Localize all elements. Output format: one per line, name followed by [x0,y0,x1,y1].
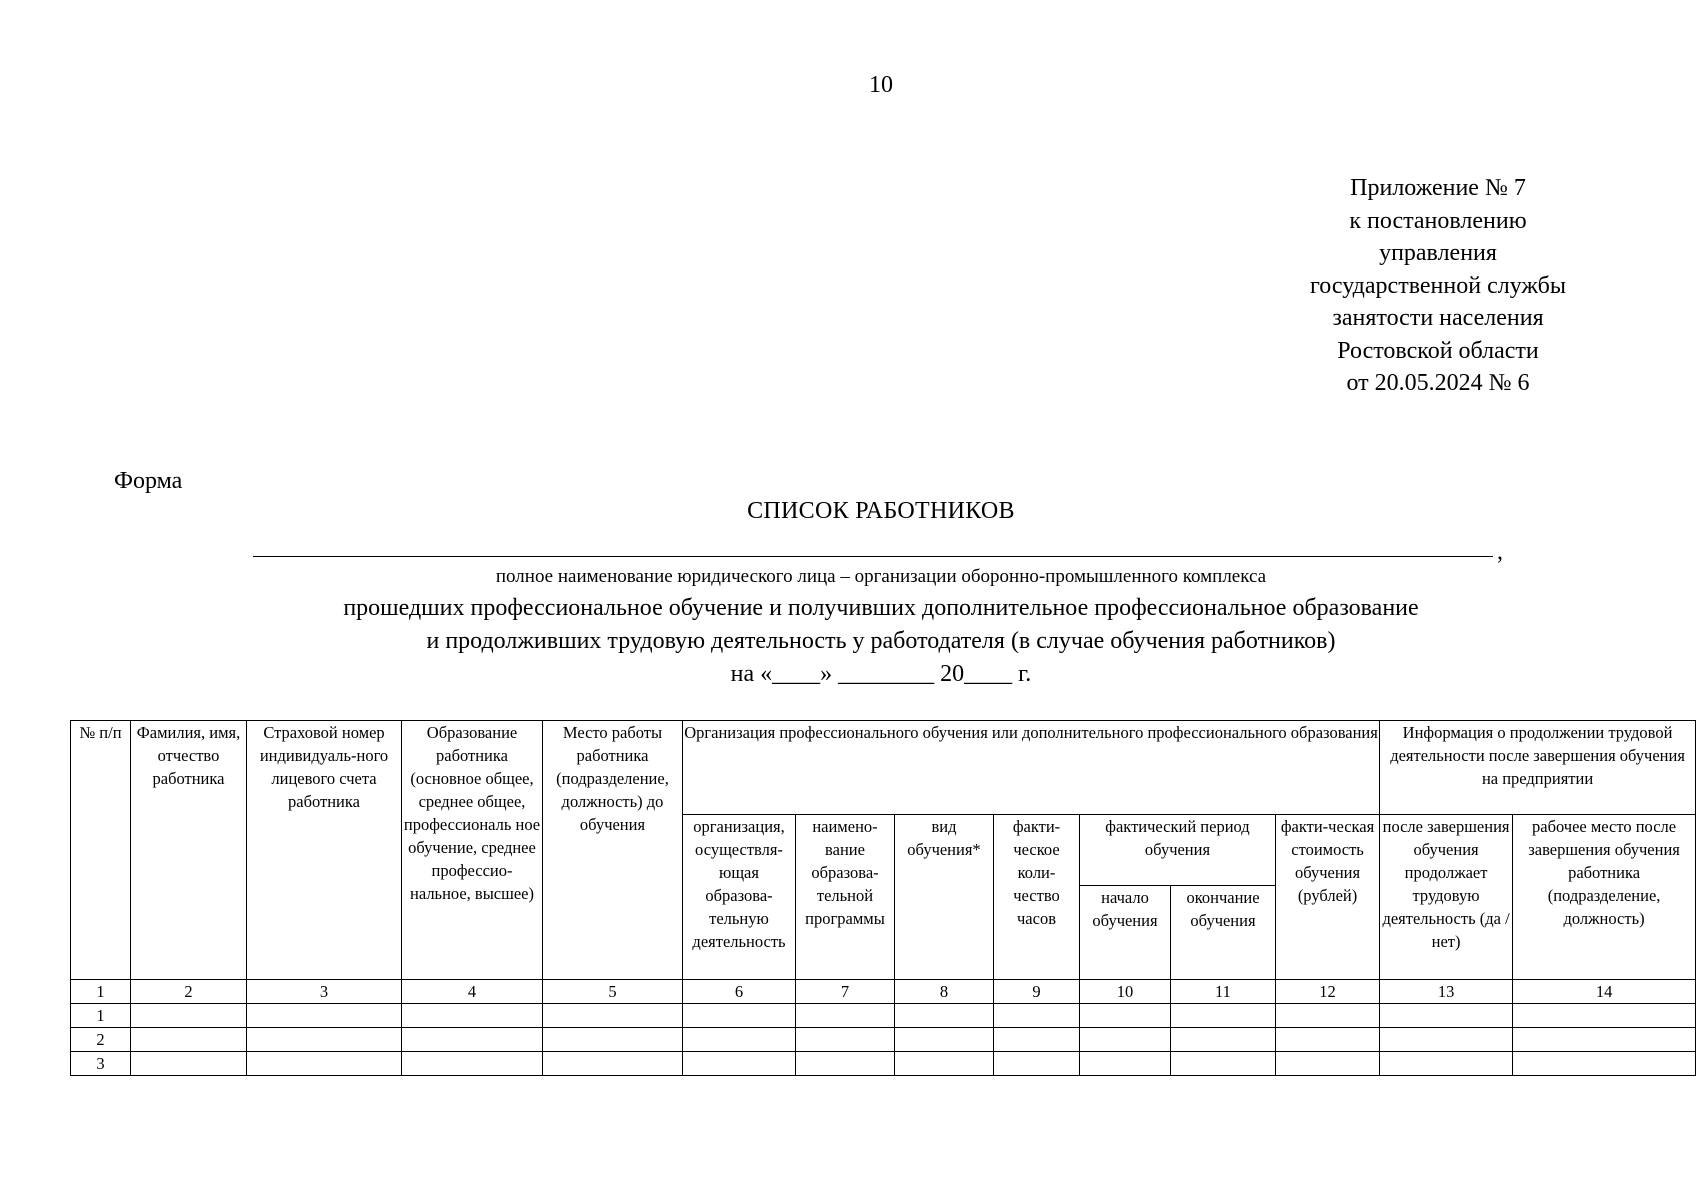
table-cell[interactable] [895,1052,994,1076]
appendix-line: управления [1379,240,1497,266]
column-number: 2 [131,980,247,1004]
subtitle-date-line: на «____» ________ 20____ г. [730,661,1032,687]
table-cell[interactable] [895,1004,994,1028]
table-cell[interactable] [131,1028,247,1052]
column-number: 12 [1276,980,1380,1004]
header-col-11: окончание обучения [1171,886,1276,980]
organization-name-line [253,556,1493,557]
row-number: 2 [71,1028,131,1052]
table-cell[interactable] [1276,1004,1380,1028]
table-cell[interactable] [1380,1028,1513,1052]
header-col-1: № п/п [71,721,131,980]
table-cell[interactable] [796,1052,895,1076]
table-cell[interactable] [131,1004,247,1028]
table-cell[interactable] [1380,1004,1513,1028]
header-col-13: после завершения обучения продолжает трудовую деятельность (да / нет) [1380,815,1513,980]
column-number: 3 [247,980,402,1004]
table-cell[interactable] [796,1004,895,1028]
column-number: 5 [543,980,683,1004]
workers-table [70,720,1696,1076]
table-cell[interactable] [1276,1028,1380,1052]
document-subtitle [0,592,1698,691]
appendix-line: государственной службы [1310,272,1566,299]
appendix-line: Ростовской области [1337,337,1539,364]
table-cell[interactable] [796,1028,895,1052]
column-number: 10 [1080,980,1171,1004]
header-col-9: факти-ческое коли-чество часов [994,815,1080,980]
appendix-block [1278,172,1598,400]
table-cell[interactable] [543,1004,683,1028]
row-number: 3 [71,1052,131,1076]
table-cell[interactable] [1080,1004,1171,1028]
table-cell[interactable] [247,1004,402,1028]
header-col-2: Фамилия, имя, отчество работника [131,721,247,980]
table-cell[interactable] [1513,1004,1696,1028]
table-cell[interactable] [543,1052,683,1076]
table-cell[interactable] [1513,1028,1696,1052]
table-cell[interactable] [402,1028,543,1052]
table-cell[interactable] [683,1052,796,1076]
table-cell[interactable] [683,1028,796,1052]
table-cell[interactable] [1080,1052,1171,1076]
subtitle-line-2: и продолживших трудовую деятельность у работодателя (в случае обучения работников) [426,628,1336,654]
header-col-8: вид обучения* [895,815,994,980]
header-col-7: наимено-вание образова-тельной программы [796,815,895,980]
appendix-line: от 20.05.2024 № 6 [1346,370,1530,396]
table-header-row [71,721,1696,815]
table-cell[interactable] [1080,1028,1171,1052]
column-number: 11 [1171,980,1276,1004]
row-number: 1 [71,1004,131,1028]
table-cell[interactable] [1380,1052,1513,1076]
table-cell[interactable] [1171,1052,1276,1076]
table-row [71,1052,1696,1076]
table-cell[interactable] [131,1052,247,1076]
table-cell[interactable] [994,1004,1080,1028]
header-col-4: Образование работника (основное общее, среднее общее, профессиональ ное обучение, среднее профессио-нальное, высшее) [402,721,543,980]
header-group-info: Информация о продолжении трудовой деятельности после завершения обучения на предприятии [1380,721,1696,815]
table-cell[interactable] [1513,1052,1696,1076]
header-col-3: Страховой номер индивидуаль-ного лицевого счета работника [247,721,402,980]
column-number: 13 [1380,980,1513,1004]
table-cell[interactable] [683,1004,796,1028]
header-group-organization: Организация профессионального обучения или дополнительного профессионального образования [683,721,1380,815]
column-number: 7 [796,980,895,1004]
header-col-5: Место работы работника (подразделение, должность) до обучения [543,721,683,980]
column-number: 9 [994,980,1080,1004]
page-number: 10 [869,72,893,98]
column-number: 8 [895,980,994,1004]
header-col-14: рабочее место после завершения обучения работника (подразделение, должность) [1513,815,1696,980]
appendix-line: к постановлению [1349,207,1527,234]
table-cell[interactable] [247,1028,402,1052]
header-col-6: организация, осуществля-ющая образова-тельную деятельность [683,815,796,980]
column-number: 4 [402,980,543,1004]
form-label: Форма [114,468,183,494]
organization-name-field [253,532,1503,565]
table-cell[interactable] [402,1004,543,1028]
table-cell[interactable] [994,1052,1080,1076]
column-number: 14 [1513,980,1696,1004]
table-cell[interactable] [543,1028,683,1052]
subtitle-line-1: прошедших профессиональное обучение и получивших дополнительное профессиональное образование [343,595,1419,621]
table-cell[interactable] [994,1028,1080,1052]
column-numbers-row [71,980,1696,1004]
table-row [71,1004,1696,1028]
column-number: 1 [71,980,131,1004]
document-title: СПИСОК РАБОТНИКОВ [747,498,1015,524]
table-cell[interactable] [1171,1004,1276,1028]
column-number: 6 [683,980,796,1004]
table-cell[interactable] [895,1028,994,1052]
appendix-line: Приложение № 7 [1350,175,1526,201]
header-group-period: фактический период обучения [1080,815,1276,886]
table-cell[interactable] [402,1052,543,1076]
table-cell[interactable] [1276,1052,1380,1076]
organization-name-comma: , [1497,539,1503,565]
table-row [71,1028,1696,1052]
appendix-line: занятости населения [1332,305,1544,331]
table-cell[interactable] [247,1052,402,1076]
organization-name-caption: полное наименование юридического лица – организации оборонно-промышленного комплекса [495,566,1267,587]
header-col-10: начало обучения [1080,886,1171,980]
header-col-12: факти-ческая стоимость обучения (рублей) [1276,815,1380,980]
table-cell[interactable] [1171,1028,1276,1052]
